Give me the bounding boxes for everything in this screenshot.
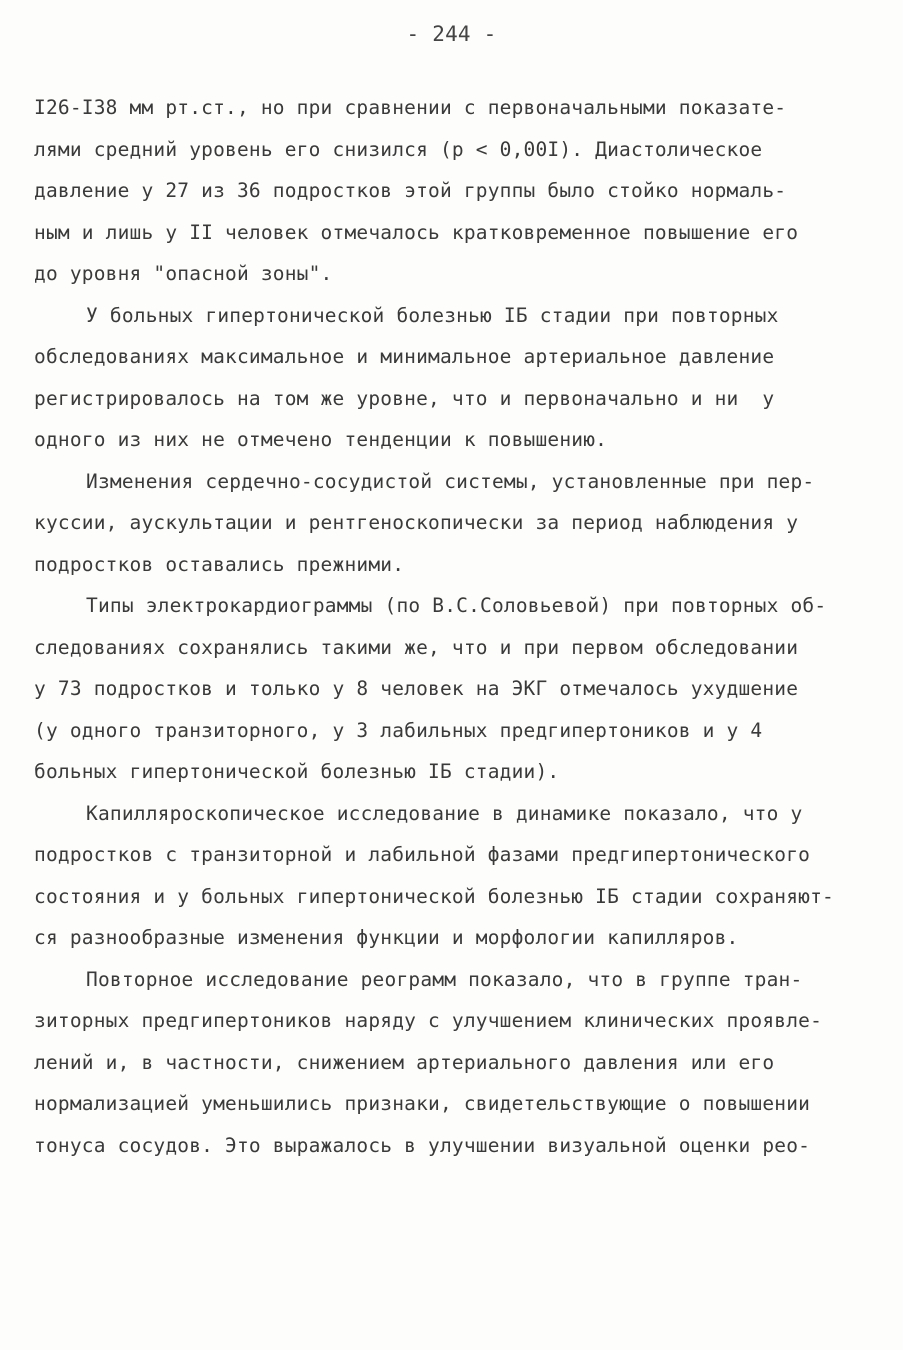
page-number: - 244 - xyxy=(406,22,497,46)
text-line: лений и, в частности, снижением артериального давления или его xyxy=(34,1051,775,1074)
text-line: Капилляроскопическое исследование в динамике показало, что у xyxy=(86,802,803,825)
text-line: Типы электрокардиограммы (по В.С.Соловьевой) при повторных об- xyxy=(86,594,827,617)
text-line: подростков с транзиторной и лабильной фазами предгипертонического xyxy=(34,843,811,866)
text-line: больных гипертонической болезнью IБ стадии). xyxy=(34,760,560,783)
text-line: ся разнообразные изменения функции и морфологии капилляров. xyxy=(34,926,739,949)
text-line: зиторных предгипертоников наряду с улучшением клинических проявле- xyxy=(34,1009,823,1032)
text-line: обследованиях максимальное и минимальное артериальное давление xyxy=(34,345,775,368)
text-line: У больных гипертонической болезнью IБ стадии при повторных xyxy=(86,304,779,327)
text-line: лями средний уровень его снизился (р < 0,00I). Диастолическое xyxy=(34,138,763,161)
text-line: Изменения сердечно-сосудистой системы, установленные при пер- xyxy=(86,470,815,493)
text-line: состояния и у больных гипертонической болезнью IБ стадии сохраняют- xyxy=(34,885,834,908)
text-line: нормализацией уменьшились признаки, свидетельствующие о повышении xyxy=(34,1092,811,1115)
text-line: (у одного транзиторного, у 3 лабильных предгипертоников и у 4 xyxy=(34,719,763,742)
text-line: одного из них не отмечено тенденции к повышению. xyxy=(34,428,608,451)
text-line: следованиях сохранялись такими же, что и при первом обследовании xyxy=(34,636,799,659)
text-line: Повторное исследование реограмм показало, что в группе тран- xyxy=(86,968,803,991)
text-line: тонуса сосудов. Это выражалось в улучшении визуальной оценки рео- xyxy=(34,1134,811,1157)
text-line: ным и лишь у II человек отмечалось кратковременное повышение его xyxy=(34,221,799,244)
text-line: у 73 подростков и только у 8 человек на ЭКГ отмечалось ухудшение xyxy=(34,677,799,700)
text-line: регистрировалось на том же уровне, что и первоначально и ни у xyxy=(34,387,775,410)
text-line: подростков оставались прежними. xyxy=(34,553,405,576)
text-line: давление у 27 из 36 подростков этой группы было стойко нормаль- xyxy=(34,179,787,202)
text-line: до уровня "опасной зоны". xyxy=(34,262,333,285)
text-line: куссии, аускультации и рентгеноскопически за период наблюдения у xyxy=(34,511,799,534)
text-line: I26-I38 мм рт.ст., но при сравнении с первоначальными показате- xyxy=(34,96,787,119)
